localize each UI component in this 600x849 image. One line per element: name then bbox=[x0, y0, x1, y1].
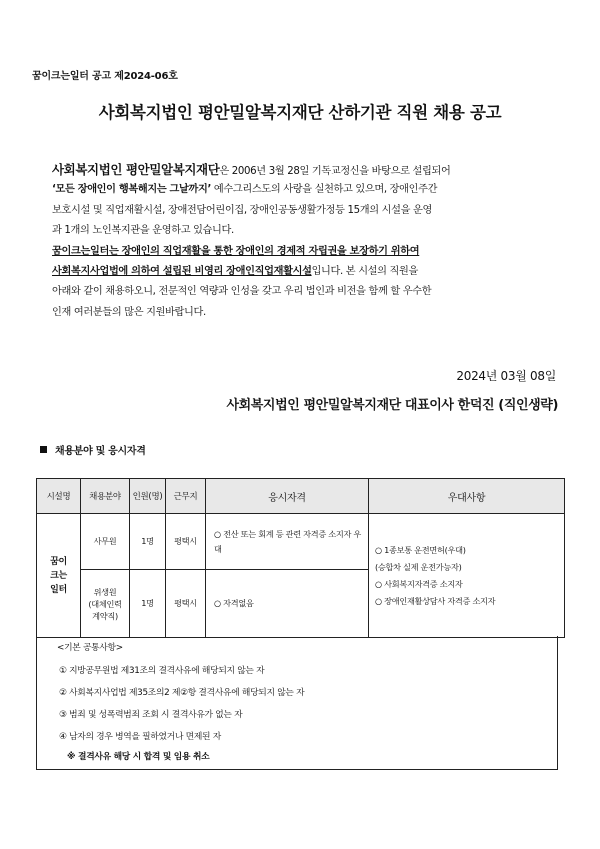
intro-line-6-underlined: 사회복지사업법에 의하여 설립된 비영리 장애인직업재활시설 bbox=[52, 265, 312, 277]
table-row bbox=[37, 514, 565, 570]
field-cell: 사무원 bbox=[81, 514, 130, 570]
preference-item: ○ 1종보통 운전면허(우대) bbox=[375, 544, 466, 555]
common-header: <기본 공통사항> bbox=[57, 643, 123, 653]
place-cell: 평택시 bbox=[166, 570, 206, 638]
preference-cell bbox=[369, 514, 565, 638]
count-cell: 1명 bbox=[130, 514, 166, 570]
intro-line-4: 과 1개의 노인복지관을 운영하고 있습니다. bbox=[52, 225, 234, 237]
recruit-table bbox=[36, 478, 565, 638]
common-item: ① 지방공무원법 제31조의 결격사유에 해당되지 않는 자 bbox=[59, 666, 265, 676]
intro-line-8: 인재 여러분들의 많은 지원바랍니다. bbox=[52, 306, 206, 318]
qualification-cell: ○ 전산 또는 회계 등 관련 자격증 소지자 우대 bbox=[206, 514, 369, 570]
intro-line-6: 입니다. 본 시설의 직원을 bbox=[311, 265, 419, 277]
square-bullet-icon bbox=[40, 446, 47, 453]
place-cell: 평택시 bbox=[166, 514, 206, 570]
notice-number: 꿈이크는일터 공고 제2024-06호 bbox=[32, 71, 178, 82]
page-title: 사회복지법인 평안밀알복지재단 산하기관 직원 채용 공고 bbox=[98, 103, 502, 122]
disqualification-note: ※ 결격사유 해당 시 합격 및 임용 취소 bbox=[67, 752, 210, 762]
common-item: ② 사회복지사업법 제35조의2 제②항 결격사유에 해당되지 않는 자 bbox=[59, 688, 305, 698]
facility-line: 꿈이 bbox=[50, 556, 67, 567]
preference-item: (승합차 실제 운전가능자) bbox=[375, 561, 462, 572]
intro-line-2: 예수그리스도의 사랑을 실천하고 있으며, 장애인주간 bbox=[211, 184, 438, 196]
header-facility: 시설명 bbox=[37, 479, 81, 514]
facility-name bbox=[37, 514, 81, 638]
common-requirements bbox=[36, 636, 558, 770]
slogan: ‘모든 장애인이 행복해지는 그날까지’ bbox=[52, 184, 211, 196]
section-title bbox=[40, 442, 146, 457]
intro-line-3: 보호시설 및 직업재활시설, 장애전담어린이집, 장애인공동생활가정등 15개의 시설을 운영 bbox=[52, 204, 432, 216]
header-place: 근무지 bbox=[166, 479, 206, 514]
intro-line-7: 아래와 같이 채용하오니, 전문적인 역량과 인성을 갖고 우리 법인과 비전을 함께 할 우수한 bbox=[52, 286, 432, 298]
qualification-cell: ○ 자격없음 bbox=[206, 570, 369, 638]
count-cell: 1명 bbox=[130, 570, 166, 638]
intro-paragraph bbox=[52, 160, 558, 323]
field-line: 위생원 bbox=[93, 586, 117, 597]
org-name: 사회복지법인 평안밀알복지재단 bbox=[52, 162, 220, 177]
common-item: ③ 범죄 및 성폭력범죄 조회 시 결격사유가 없는 자 bbox=[59, 710, 243, 720]
section-title-text: 채용분야 및 응시자격 bbox=[55, 446, 146, 457]
header-qualification: 응시자격 bbox=[206, 479, 369, 514]
signer: 사회복지법인 평안밀알복지재단 대표이사 한덕진 (직인생략) bbox=[226, 398, 558, 413]
notice-date: 2024년 03월 08일 bbox=[456, 369, 556, 383]
header-field: 채용분야 bbox=[81, 479, 130, 514]
intro-line-5: 꿈이크는일터는 장애인의 직업재활을 통한 장애인의 경제적 자립권을 보장하기 위하여 bbox=[52, 245, 420, 257]
field-line: 계약직) bbox=[92, 610, 118, 621]
preference-item: ○ 장애인재활상담사 자격증 소지자 bbox=[375, 595, 496, 606]
field-cell bbox=[81, 570, 130, 638]
preference-item: ○ 사회복지자격증 소지자 bbox=[375, 578, 463, 589]
intro-line-1: 은 2006년 3월 28일 기독교정신을 바탕으로 설립되어 bbox=[219, 166, 451, 177]
table-header-row bbox=[37, 479, 565, 514]
facility-line: 크는 bbox=[50, 570, 67, 581]
header-preference: 우대사항 bbox=[369, 479, 565, 514]
header-count: 인원(명) bbox=[130, 479, 166, 514]
field-line: (대체인력 bbox=[88, 598, 122, 609]
facility-line: 일터 bbox=[50, 584, 67, 595]
common-item: ④ 남자의 경우 병역을 필하였거나 면제된 자 bbox=[59, 732, 221, 742]
